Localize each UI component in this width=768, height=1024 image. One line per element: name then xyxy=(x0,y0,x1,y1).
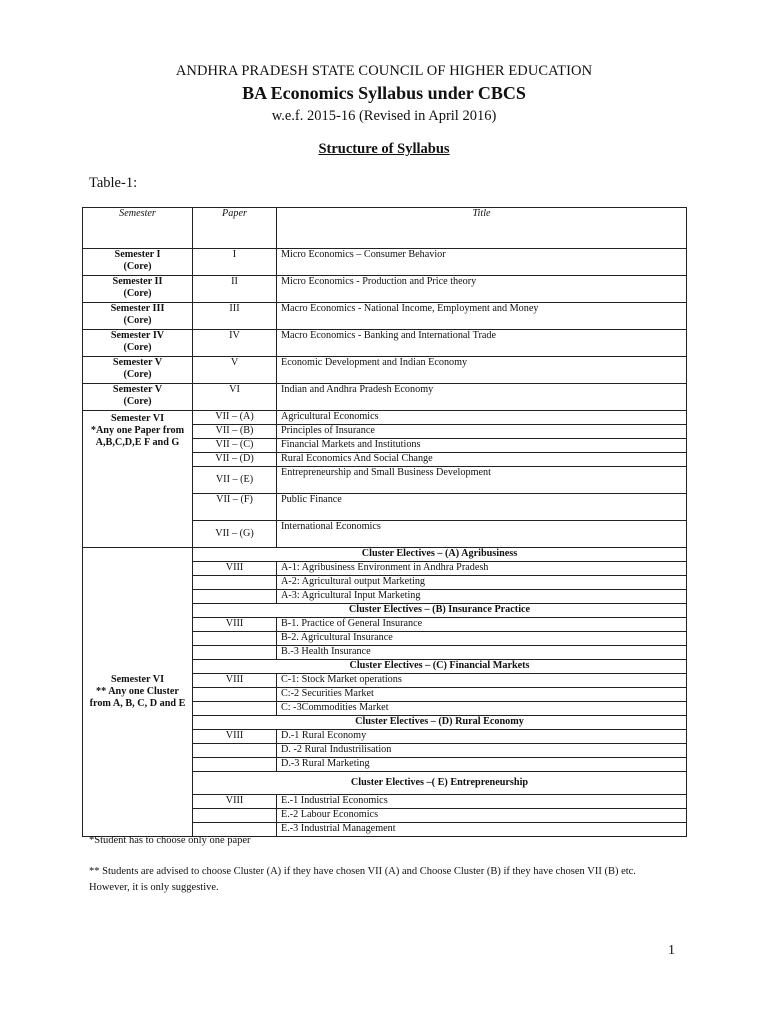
table-row xyxy=(83,411,687,425)
title-cell: Financial Markets and Institutions xyxy=(277,439,687,453)
paper-cell: VIII xyxy=(193,674,277,688)
semester-name: Semester VI xyxy=(110,413,165,424)
paper-cell: II xyxy=(193,276,277,303)
semester-type: (Core) xyxy=(123,396,152,407)
title-cell: Principles of Insurance xyxy=(277,425,687,439)
semester-name: Semester V xyxy=(112,384,163,395)
syllabus-table xyxy=(82,207,687,837)
paper-cell xyxy=(193,702,277,716)
paper-cell: VII – (A) xyxy=(193,411,277,425)
paper-cell: V xyxy=(193,357,277,384)
semester-name: Semester IV xyxy=(110,330,165,341)
table-row xyxy=(83,276,687,303)
paper-cell: VII – (E) xyxy=(193,467,277,494)
document-title: BA Economics Syllabus under CBCS xyxy=(242,83,526,103)
semester-cell xyxy=(83,276,193,303)
semester-type: (Core) xyxy=(123,261,152,272)
title-cell: E.-2 Labour Economics xyxy=(277,809,687,823)
semester-note: ** Any one Cluster from A, B, C, D and E xyxy=(89,686,186,709)
cluster-heading: Cluster Electives –( E) Entrepreneurship xyxy=(193,772,687,795)
semester-note: *Any one Paper from A,B,C,D,E F and G xyxy=(90,425,185,448)
paper-cell: VII – (B) xyxy=(193,425,277,439)
paper-cell xyxy=(193,590,277,604)
paper-cell: VI xyxy=(193,384,277,411)
title-cell: A-2: Agricultural output Marketing xyxy=(277,576,687,590)
paper-cell xyxy=(193,809,277,823)
document-subtitle: w.e.f. 2015-16 (Revised in April 2016) xyxy=(271,108,497,124)
paper-cell: III xyxy=(193,303,277,330)
cluster-heading-row xyxy=(83,548,687,562)
table-row xyxy=(83,249,687,276)
semester-cell xyxy=(83,249,193,276)
title-cell: D.-3 Rural Marketing xyxy=(277,758,687,772)
table-row xyxy=(83,303,687,330)
title-cell: Indian and Andhra Pradesh Economy xyxy=(277,384,687,411)
paper-cell: IV xyxy=(193,330,277,357)
semester-type: (Core) xyxy=(123,342,152,353)
semester-cell xyxy=(83,357,193,384)
paper-cell: I xyxy=(193,249,277,276)
title-cell: International Economics xyxy=(277,521,687,548)
title-cell: A-1: Agribusiness Environment in Andhra Pradesh xyxy=(277,562,687,576)
title-cell: E.-3 Industrial Management xyxy=(277,823,687,837)
table-row xyxy=(83,330,687,357)
table-header-row xyxy=(83,208,687,249)
title-cell: Micro Economics – Consumer Behavior xyxy=(277,249,687,276)
semester-type: (Core) xyxy=(123,369,152,380)
title-cell: B-2. Agricultural Insurance xyxy=(277,632,687,646)
footnote-cluster-advice: ** Students are advised to choose Cluster (A) if they have chosen VII (A) and Choose Cluster (B) if they have chosen VII (B) etc. However, it is only suggestive. xyxy=(89,866,636,893)
col-header-paper: Paper xyxy=(193,208,277,249)
paper-cell: VII – (G) xyxy=(193,521,277,548)
title-cell: C: -3Commodities Market xyxy=(277,702,687,716)
semester-cell xyxy=(83,303,193,330)
title-cell: E.-1 Industrial Economics xyxy=(277,795,687,809)
paper-cell: VIII xyxy=(193,730,277,744)
semester-cell xyxy=(83,548,193,837)
title-cell: Macro Economics - Banking and International Trade xyxy=(277,330,687,357)
semester-cell xyxy=(83,330,193,357)
paper-cell xyxy=(193,646,277,660)
semester-name: Semester VI xyxy=(110,674,165,685)
title-cell: C:-2 Securities Market xyxy=(277,688,687,702)
paper-cell: VII – (C) xyxy=(193,439,277,453)
paper-cell: VIII xyxy=(193,618,277,632)
paper-cell: VIII xyxy=(193,795,277,809)
paper-cell xyxy=(193,576,277,590)
title-cell: D. -2 Rural Industrilisation xyxy=(277,744,687,758)
paper-cell xyxy=(193,632,277,646)
title-cell: Entrepreneurship and Small Business Development xyxy=(277,467,687,494)
semester-type: (Core) xyxy=(123,315,152,326)
col-header-semester: Semester xyxy=(83,208,193,249)
paper-cell: VII – (F) xyxy=(193,494,277,521)
section-heading xyxy=(0,141,768,158)
title-cell: Micro Economics - Production and Price theory xyxy=(277,276,687,303)
table-row xyxy=(83,384,687,411)
title-cell: A-3: Agricultural Input Marketing xyxy=(277,590,687,604)
semester-name: Semester III xyxy=(110,303,165,314)
paper-cell xyxy=(193,744,277,758)
footnote-single-paper: *Student has to choose only one paper xyxy=(89,835,251,846)
semester-name: Semester V xyxy=(112,357,163,368)
semester-cell xyxy=(83,384,193,411)
page-number: 1 xyxy=(668,943,675,958)
cluster-heading: Cluster Electives – (D) Rural Economy xyxy=(193,716,687,730)
semester-type: (Core) xyxy=(123,288,152,299)
title-cell: Rural Economics And Social Change xyxy=(277,453,687,467)
col-header-title: Title xyxy=(277,208,687,249)
paper-cell: VIII xyxy=(193,562,277,576)
section-heading-text: Structure of Syllabus xyxy=(318,141,450,157)
cluster-heading: Cluster Electives – (B) Insurance Practice xyxy=(193,604,687,618)
title-cell: B-1. Practice of General Insurance xyxy=(277,618,687,632)
paper-cell xyxy=(193,758,277,772)
title-cell: Public Finance xyxy=(277,494,687,521)
table-label: Table-1: xyxy=(89,175,138,191)
paper-cell: VII – (D) xyxy=(193,453,277,467)
title-cell: C-1: Stock Market operations xyxy=(277,674,687,688)
title-cell: Economic Development and Indian Economy xyxy=(277,357,687,384)
semester-name: Semester II xyxy=(112,276,163,287)
title-cell: D.-1 Rural Economy xyxy=(277,730,687,744)
semester-name: Semester I xyxy=(114,249,161,260)
title-cell: B.-3 Health Insurance xyxy=(277,646,687,660)
cluster-heading: Cluster Electives – (A) Agribusiness xyxy=(193,548,687,562)
semester-cell xyxy=(83,411,193,548)
title-cell: Agricultural Economics xyxy=(277,411,687,425)
title-cell: Macro Economics - National Income, Employment and Money xyxy=(277,303,687,330)
table-row xyxy=(83,357,687,384)
paper-cell xyxy=(193,688,277,702)
council-name: ANDHRA PRADESH STATE COUNCIL OF HIGHER EDUCATION xyxy=(175,63,593,79)
cluster-heading: Cluster Electives – (C) Financial Markets xyxy=(193,660,687,674)
